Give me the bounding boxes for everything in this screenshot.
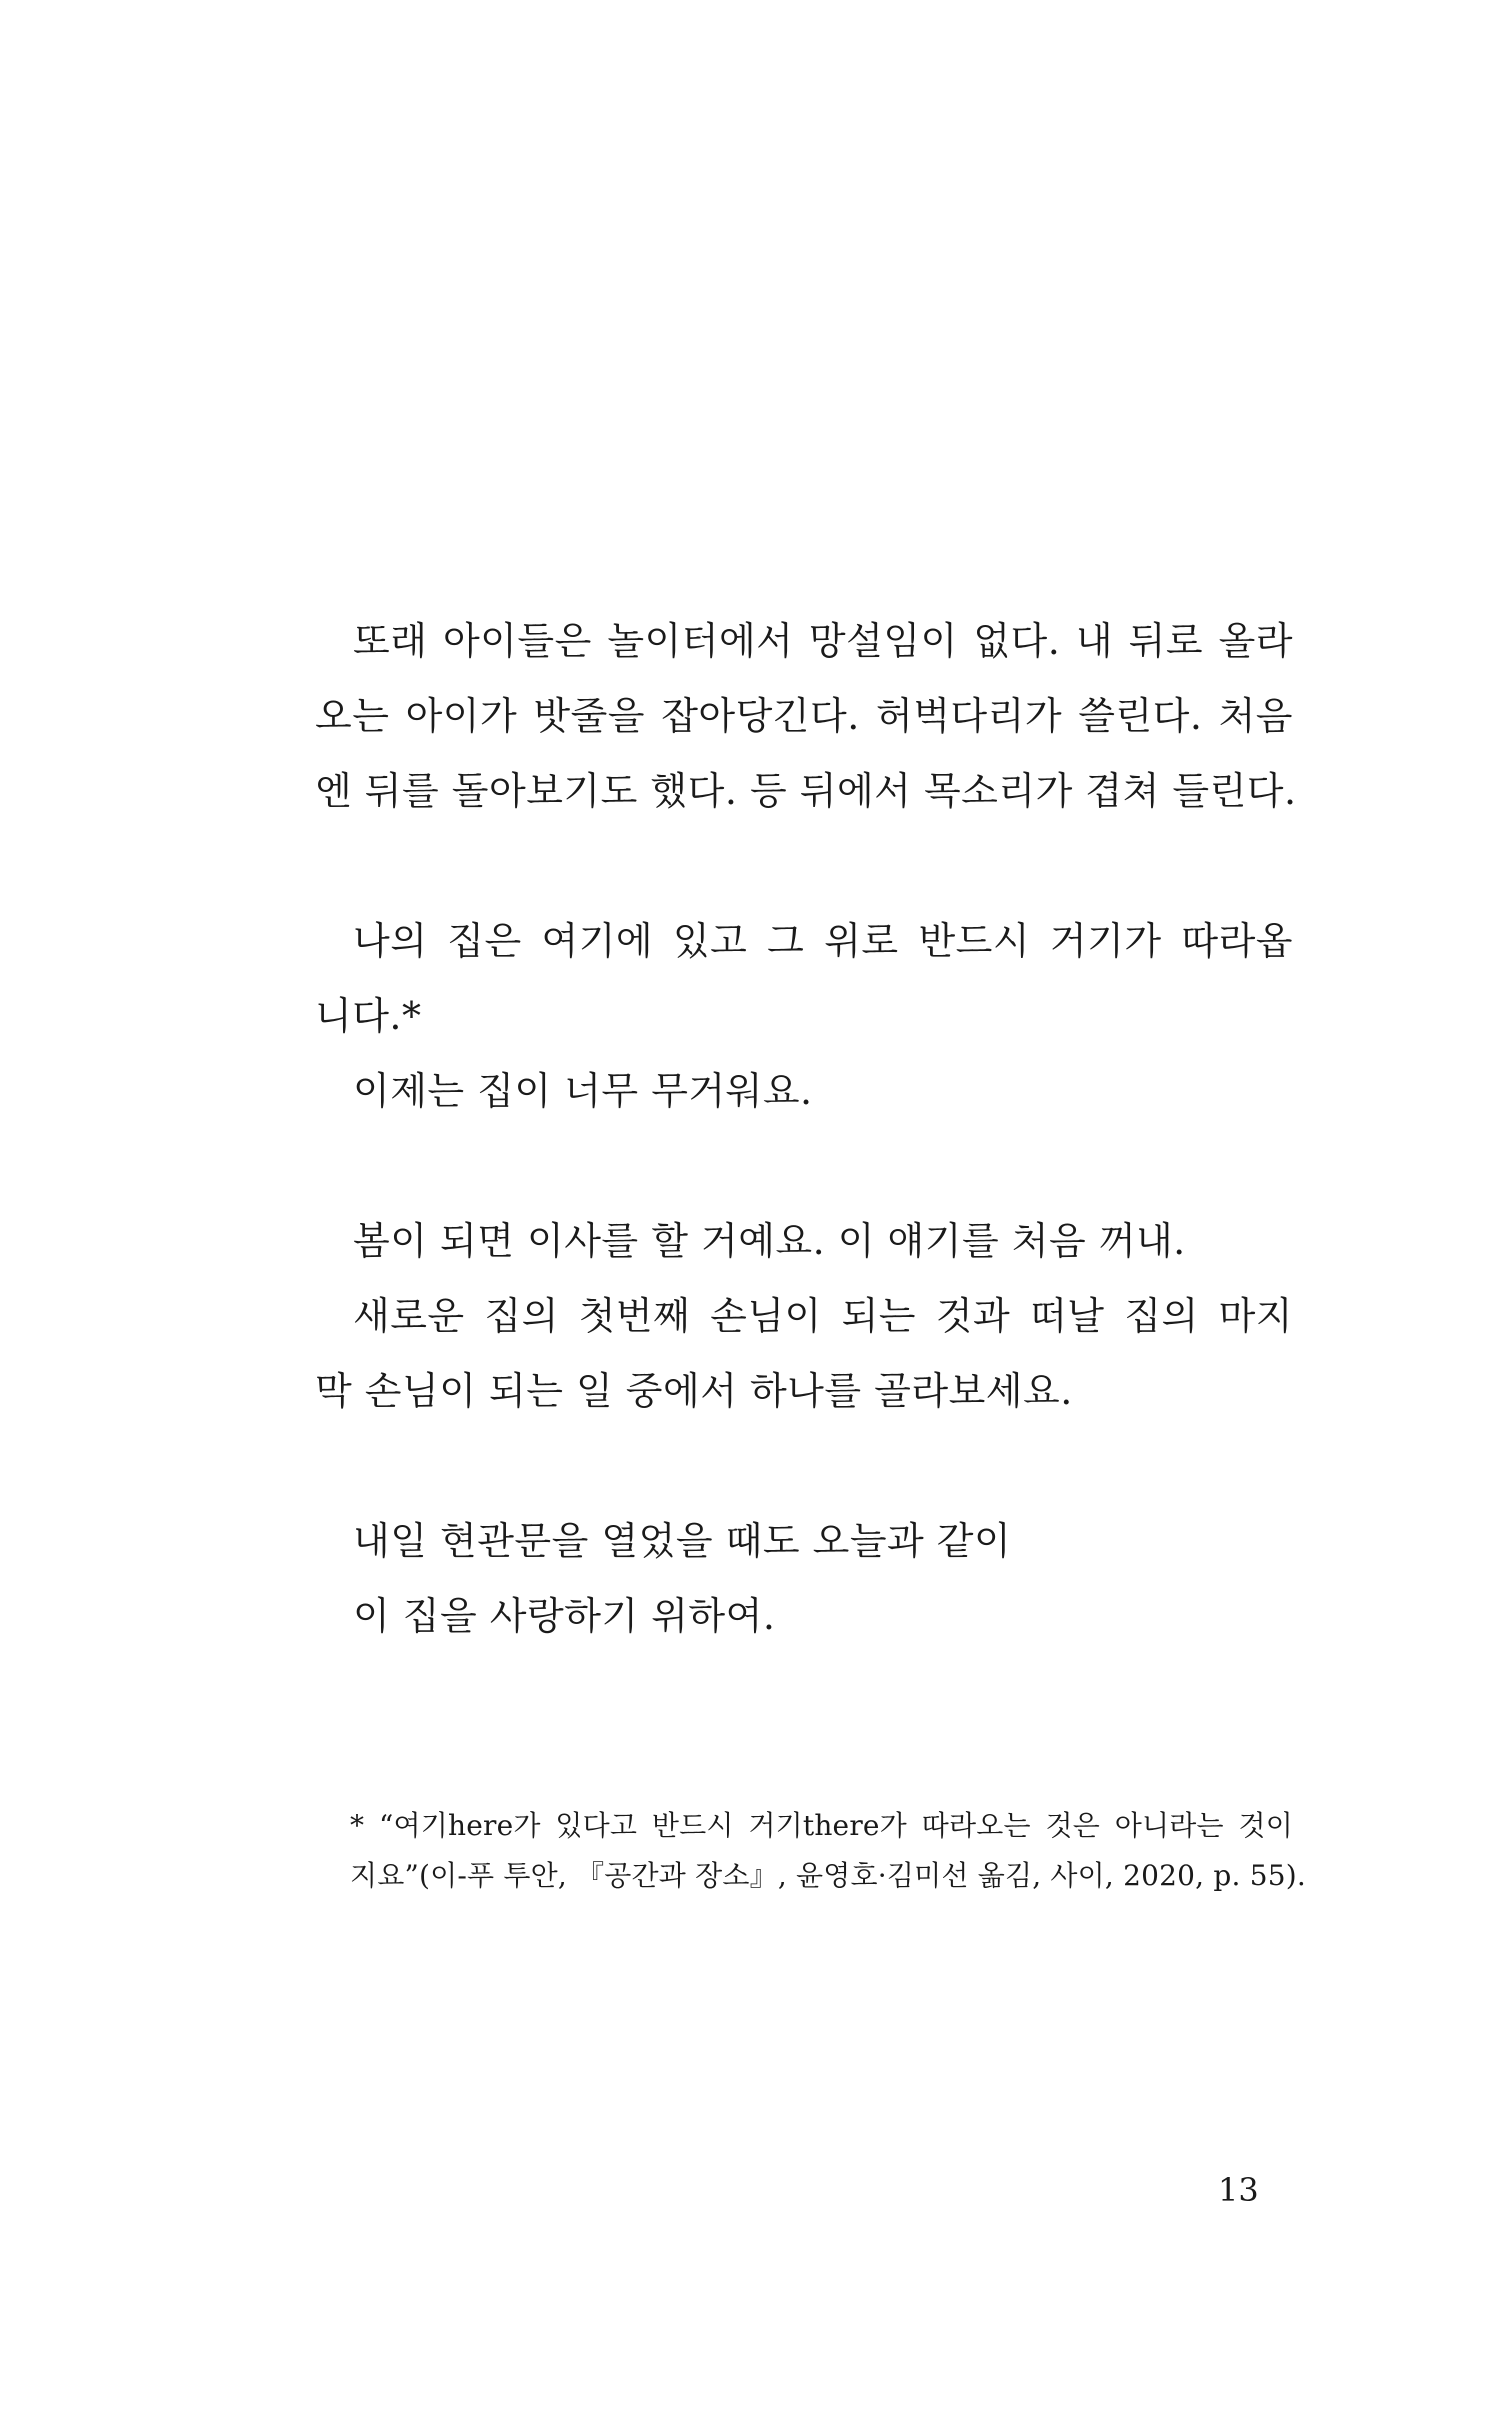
text-line: 엔 뒤를 돌아보기도 했다. 등 뒤에서 목소리가 겹쳐 들린다. [315, 769, 1297, 813]
text-line: 새로운 집의 첫번째 손님이 되는 것과 떠날 집의 마지 [353, 1294, 1293, 1338]
text-line: 내일 현관문을 열었을 때도 오늘과 같이 [353, 1519, 1012, 1563]
text-line: 또래 아이들은 놀이터에서 망설임이 없다. 내 뒤로 올라 [353, 619, 1293, 663]
text-line: 나의 집은 여기에 있고 그 위로 반드시 거기가 따라옵 [353, 919, 1293, 963]
footnote-line: 지요”(이-푸 투안, 『공간과 장소』, 윤영호·김미선 옮김, 사이, 2020, p. 55). [350, 1859, 1306, 1892]
footnote-line: * “여기here가 있다고 반드시 거기there가 따라오는 것은 아니라는 것이 [350, 1809, 1293, 1842]
text-line: 막 손님이 되는 일 중에서 하나를 골라보세요. [315, 1369, 1073, 1413]
text-line: 이 집을 사랑하기 위하여. [353, 1594, 776, 1638]
text-line: 봄이 되면 이사를 할 거예요. 이 얘기를 처음 꺼내. [353, 1219, 1186, 1263]
text-line: 니다.* [315, 994, 422, 1038]
text-line: 오는 아이가 밧줄을 잡아당긴다. 허벅다리가 쓸린다. 처음 [315, 694, 1293, 738]
page-number: 13 [1218, 2171, 1259, 2209]
text-line: 이제는 집이 너무 무거워요. [353, 1069, 813, 1113]
